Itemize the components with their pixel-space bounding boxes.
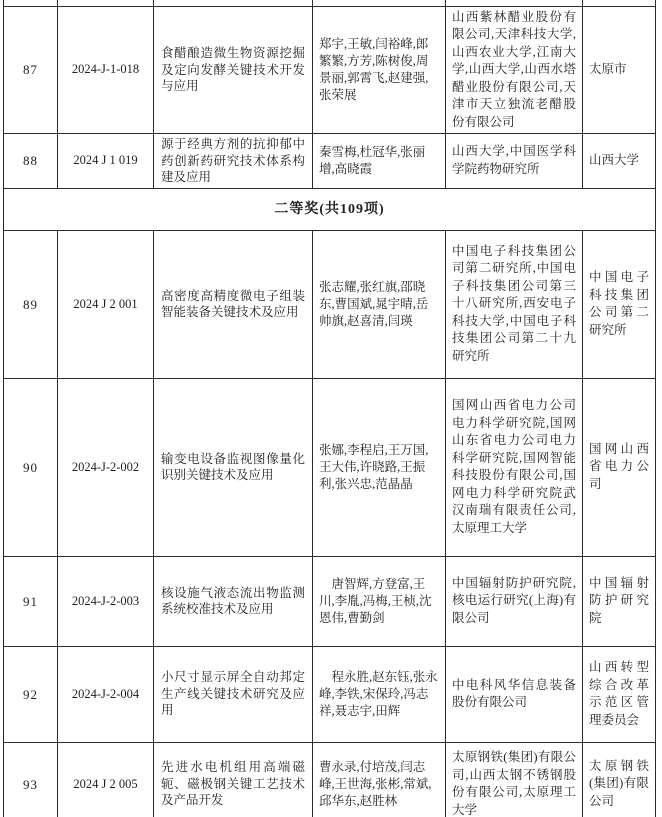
organizations-cell: 中电科风华信息装备股份有限公司	[446, 646, 583, 742]
section-header: 二等奖(共109项)	[4, 188, 656, 230]
nominating-unit-cell: 中国辐射防护研究院	[583, 556, 656, 646]
table-row	[4, 134, 656, 189]
table-row	[4, 378, 656, 556]
row-number-cell: 90	[4, 378, 58, 556]
awardees-cell: 秦雪梅,杜冠华,张丽增,高晓霞	[313, 134, 446, 189]
nominating-unit-cell: 中国电子科技集团公司第二研究所	[583, 230, 656, 378]
award-code-cell: 2024 J 2 005	[58, 742, 154, 817]
project-title-cell: 小尺寸显示屏全自动邦定生产线关键技术研究及应用	[154, 646, 313, 742]
awardees-cell: 郑宇,王敏,闫裕峰,郎繁繁,方芳,陈树俊,周景丽,郭霄飞,赵建强,张荣展	[313, 6, 446, 134]
awardees-cell: 程永胜,赵东钰,张永峰,李铁,宋保玲,冯志祥,聂志宇,田辉	[313, 646, 446, 742]
project-title-cell: 高密度高精度微电子组装智能装备关键技术及应用	[154, 230, 313, 378]
table-row	[4, 6, 656, 134]
awards-table	[3, 0, 656, 817]
row-number-cell: 92	[4, 646, 58, 742]
project-title-cell: 先进水电机组用高端磁轭、磁极钢关键工艺技术及产品开发	[154, 742, 313, 817]
row-number-cell: 91	[4, 556, 58, 646]
award-code-cell: 2024 J 2 001	[58, 230, 154, 378]
project-title-cell: 核设施气液态流出物监测系统校准技术及应用	[154, 556, 313, 646]
nominating-unit-cell: 山西大学	[583, 134, 656, 189]
award-code-cell: 2024 J 1 019	[58, 134, 154, 189]
organizations-cell: 山西紫林醋业股份有限公司,天津科技大学,山西农业大学,江南大学,山西大学,山西水塔醋业股份有限公司,天津市天立独流老醋股份有限公司	[446, 6, 583, 134]
nominating-unit-cell: 国网山西省电力公司	[583, 378, 656, 556]
organizations-cell: 山西大学,中国医学科学院药物研究所	[446, 134, 583, 189]
section-header-row	[4, 188, 656, 230]
project-title-cell: 输变电设备监视图像量化识别关键技术及应用	[154, 378, 313, 556]
table-row	[4, 230, 656, 378]
project-title-cell: 食醋酿造微生物资源挖掘及定向发酵关键技术开发与应用	[154, 6, 313, 134]
row-number-cell: 89	[4, 230, 58, 378]
award-code-cell: 2024-J-2-003	[58, 556, 154, 646]
awardees-cell: 唐智辉,方登富,王川,李胤,冯梅,王桢,沈恩伟,曹勤剑	[313, 556, 446, 646]
awardees-cell: 张志耀,张红旗,邵晓东,曹国斌,晁宇晴,岳帅旗,赵喜清,闫瑛	[313, 230, 446, 378]
nominating-unit-cell: 太原钢铁(集团)有限公司	[583, 742, 656, 817]
nominating-unit-cell: 太原市	[583, 6, 656, 134]
project-title-cell: 源于经典方剂的抗抑郁中药创新药研究技术体系构建及应用	[154, 134, 313, 189]
table-row	[4, 556, 656, 646]
table-row	[4, 646, 656, 742]
organizations-cell: 中国电子科技集团公司第二研究所,中国电子科技集团公司第三十八研究所,西安电子科技大学,中国电子科技集团公司第二十九研究所	[446, 230, 583, 378]
award-code-cell: 2024-J-1-018	[58, 6, 154, 134]
award-code-cell: 2024-J-2-004	[58, 646, 154, 742]
organizations-cell: 太原钢铁(集团)有限公司,山西太钢不锈钢股份有限公司,太原理工大学	[446, 742, 583, 817]
organizations-cell: 中国辐射防护研究院,核电运行研究(上海)有限公司	[446, 556, 583, 646]
row-number-cell: 87	[4, 6, 58, 134]
award-code-cell: 2024-J-2-002	[58, 378, 154, 556]
organizations-cell: 国网山西省电力公司电力科学研究院,国网山东省电力公司电力科学研究院,国网智能科技股份有限公司,国网电力科学研究院武汉南瑞有限责任公司,太原理工大学	[446, 378, 583, 556]
table-row	[4, 742, 656, 817]
awardees-cell: 张娜,李程启,王万国,王大伟,许晓路,王振利,张兴忠,范晶晶	[313, 378, 446, 556]
awardees-cell: 曹永录,付培茂,闫志峰,王世海,张彬,常斌,邱华东,赵胜林	[313, 742, 446, 817]
row-number-cell: 93	[4, 742, 58, 817]
nominating-unit-cell: 山西转型综合改革示范区管理委员会	[583, 646, 656, 742]
row-number-cell: 88	[4, 134, 58, 189]
